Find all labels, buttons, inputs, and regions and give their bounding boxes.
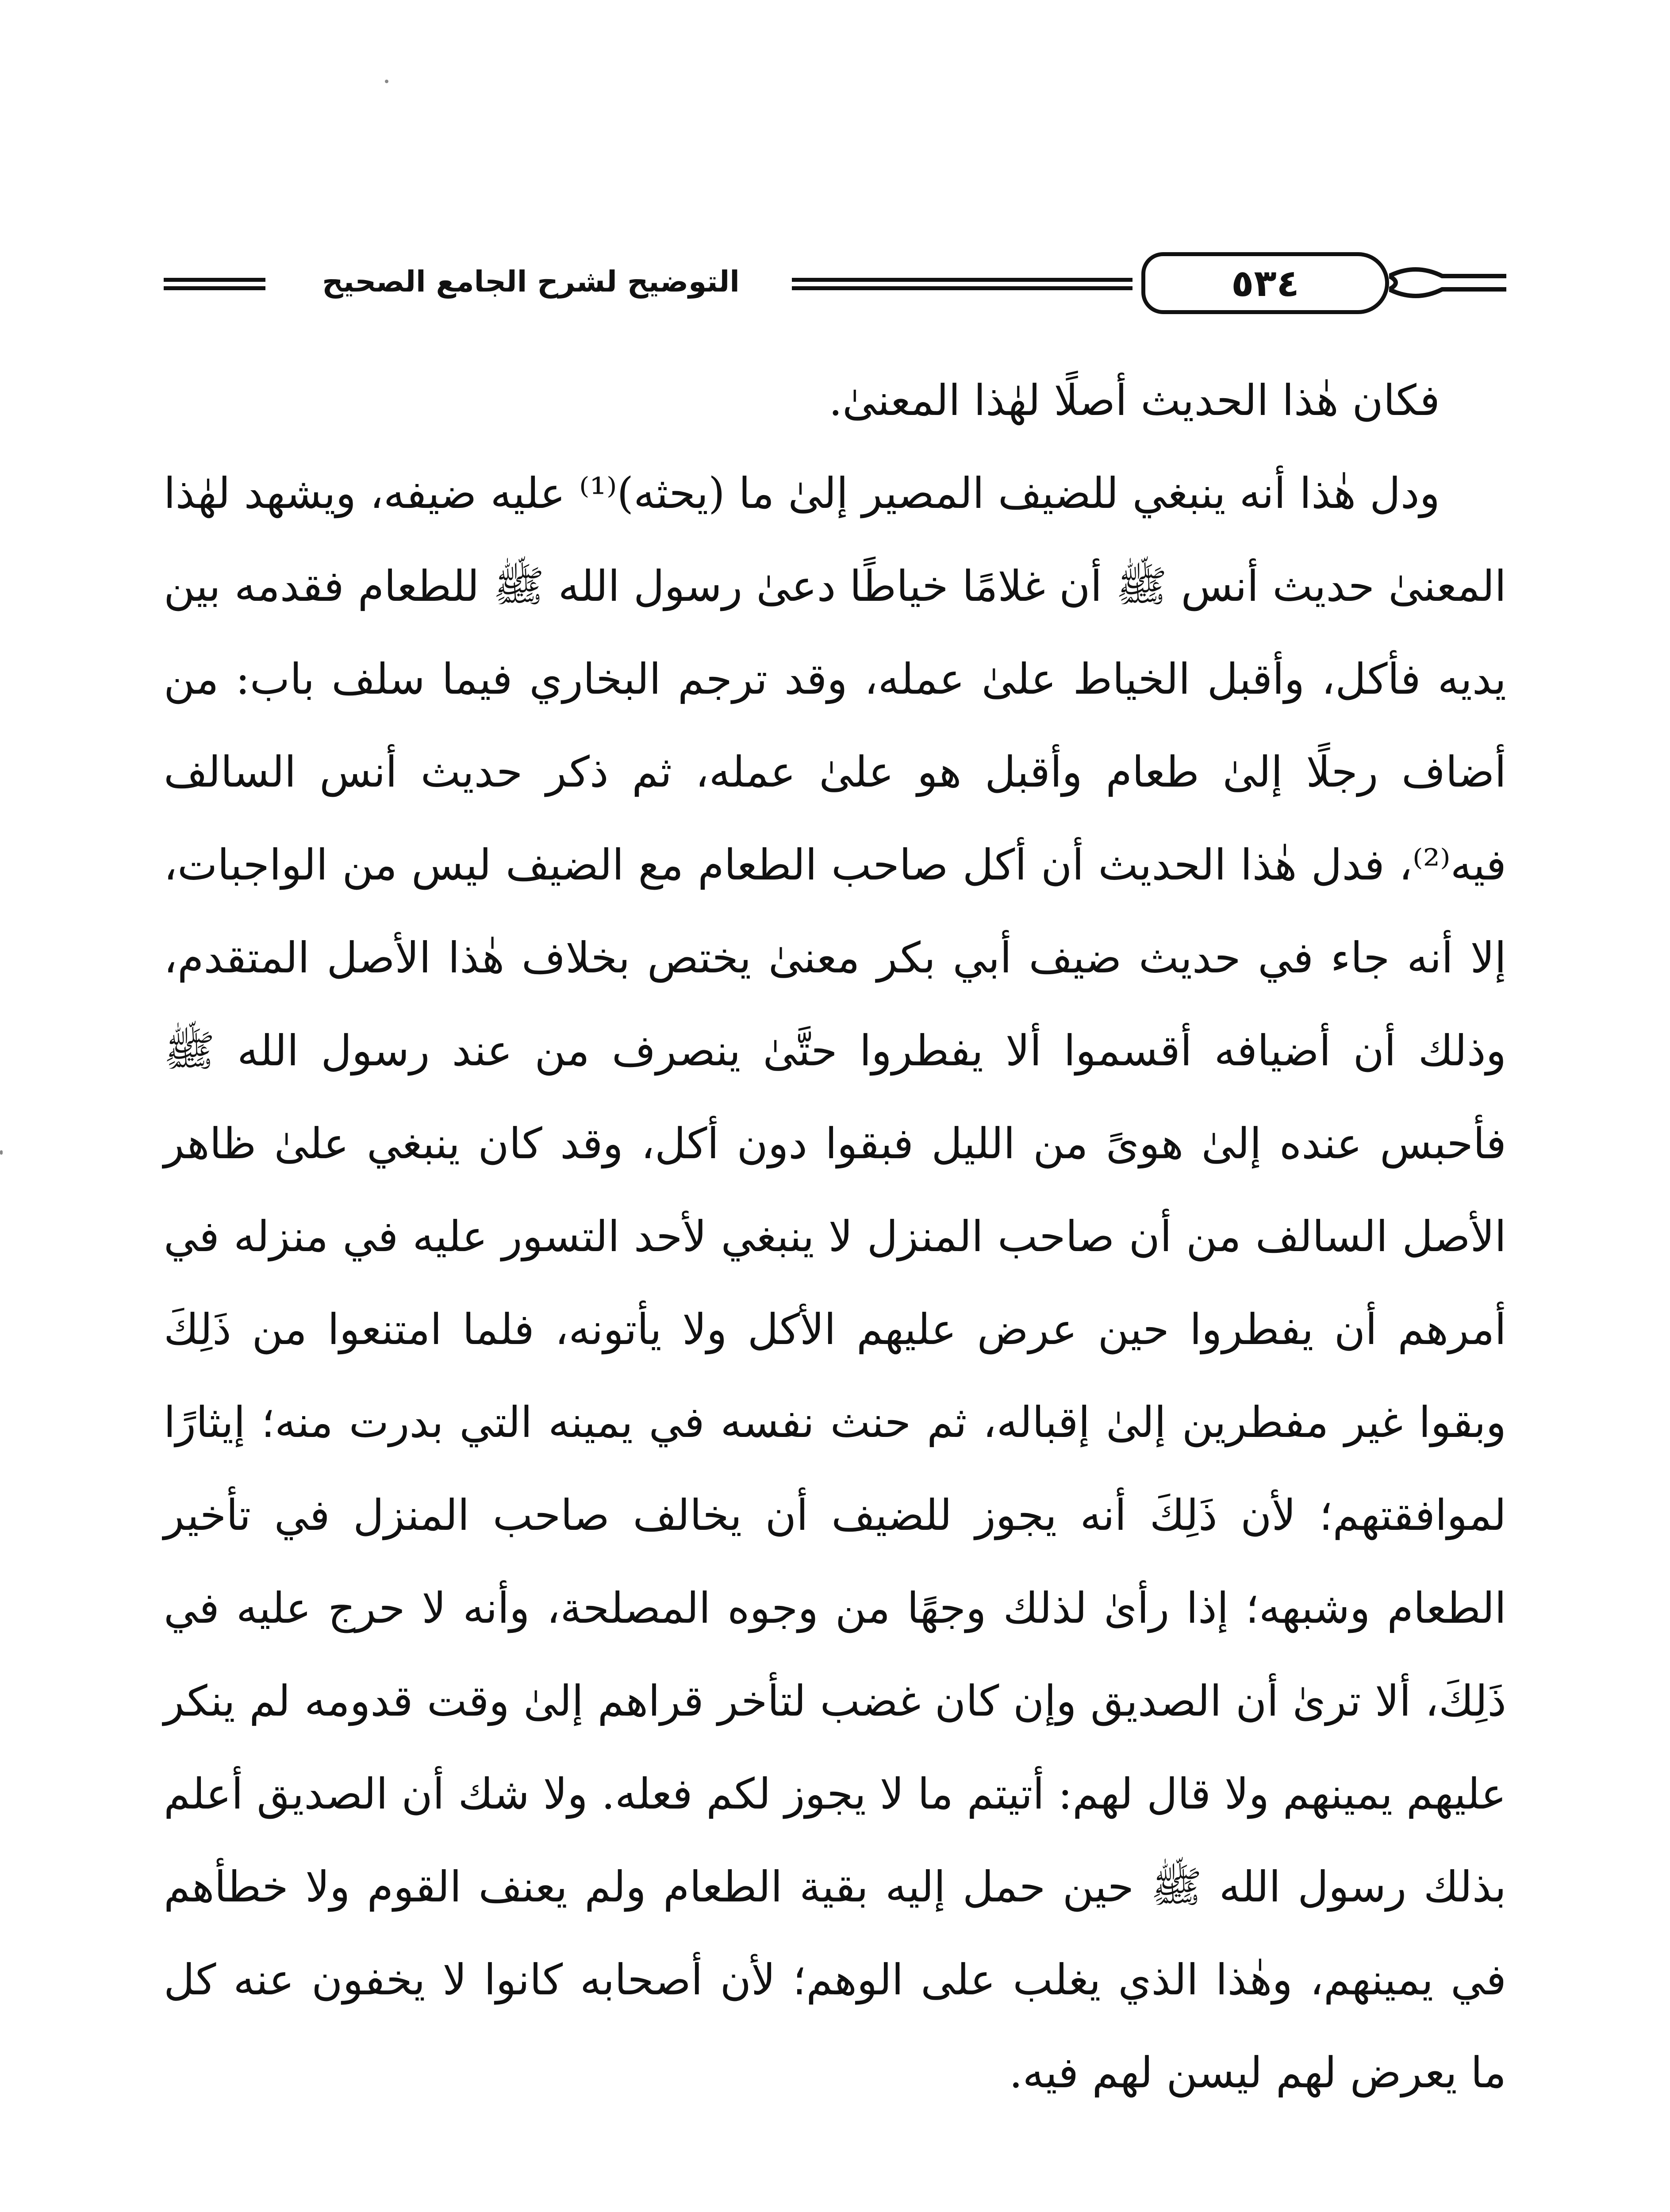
scan-mark	[385, 80, 388, 83]
running-title: التوضيح لشرح الجامع الصحيح	[322, 265, 740, 299]
page-number-frame	[1141, 252, 1389, 314]
page-header	[164, 230, 1506, 319]
header-rule-left	[164, 278, 265, 290]
paragraph: فكان هٰذا الحديث أصلًا لهٰذا المعنىٰ.	[829, 376, 1440, 425]
scan-mark	[0, 1150, 3, 1155]
main-text	[164, 354, 1506, 2119]
paragraph: ودل هٰذا أنه ينبغي للضيف المصير إلىٰ ما (يحثه)⁽¹⁾ عليه ضيفه، ويشهد لهٰذا المعنىٰ حديث أنس ﷺ أن غلامًا خياطًا دعىٰ رسول الله ﷺ للطعام فقدمه بين يديه فأكل، وأقبل الخياط علىٰ عمله، وقد ترجم البخاري فيما سلف باب: من أضاف رجلًا إلىٰ طعام وأقبل هو علىٰ عمله، ثم ذكر حديث أنس السالف فيه⁽²⁾، فدل هٰذا الحديث أن أكل صاحب الطعام مع الضيف ليس من الواجبات، إلا أنه جاء في حديث ضيف أبي بكر معنىٰ يختص بخلاف هٰذا الأصل المتقدم، وذلك أن أضيافه أقسموا ألا يفطروا حتَّىٰ ينصرف من عند رسول الله ﷺ فأحبس عنده إلىٰ هوىً من الليل فبقوا دون أكل، وقد كان ينبغي علىٰ ظاهر الأصل السالف من أن صاحب المنزل لا ينبغي لأحد التسور عليه في منزله في أمرهم أن يفطروا حين عرض عليهم الأكل ولا يأتونه، فلما امتنعوا من ذَلِكَ وبقوا غير مفطرين إلىٰ إقباله، ثم حنث نفسه في يمينه التي بدرت منه؛ إيثارًا لموافقتهم؛ لأن ذَلِكَ أنه يجوز للضيف أن يخالف صاحب المنزل في تأخير الطعام وشبهه؛ إذا رأىٰ لذلك وجهًا من وجوه المصلحة، وأنه لا حرج عليه في ذَلِكَ، ألا ترىٰ أن الصديق وإن كان غضب لتأخر قراهم إلىٰ وقت قدومه لم ينكر عليهم يمينهم ولا قال لهم: أتيتم ما لا يجوز لكم فعله. ولا شك أن الصديق أعلم بذلك رسول الله ﷺ حين حمل إليه بقية الطعام ولم يعنف القوم ولا خطأهم في يمينهم، وهٰذا الذي يغلب على الوهم؛ لأن أصحابه كانوا لا يخفون عنه كل ما يعرض لهم ليسن لهم فيه.	[164, 469, 1507, 2097]
header-ornament-icon	[1389, 258, 1506, 307]
page-number: ٥٣٤	[1231, 261, 1299, 305]
header-rule-middle	[792, 278, 1133, 290]
